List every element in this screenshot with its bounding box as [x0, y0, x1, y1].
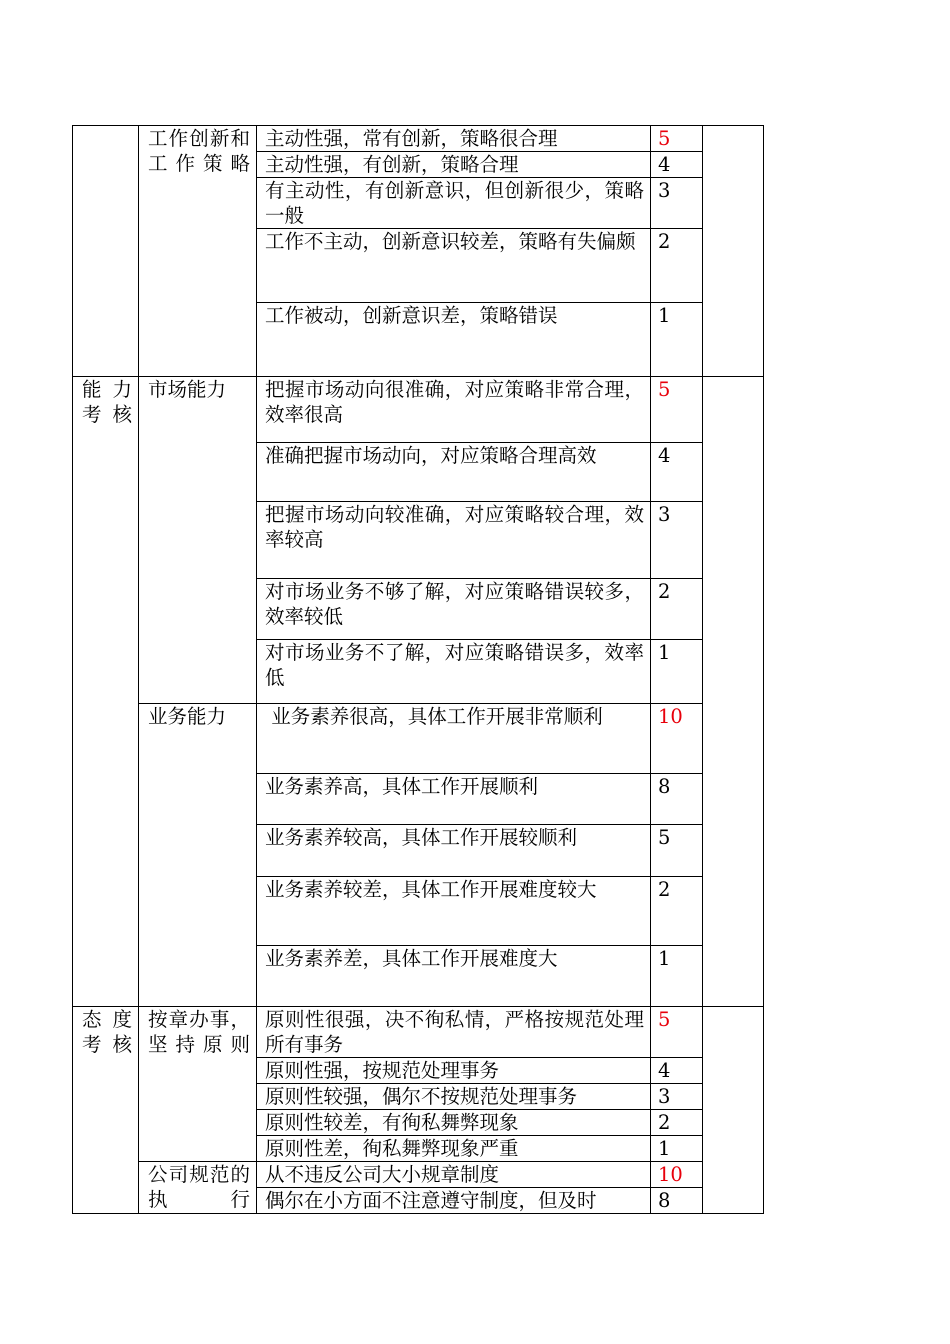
- criteria-cell: 原则性强，按规范处理事务: [257, 1058, 651, 1084]
- subcategory-cell: 市场能力: [139, 377, 257, 704]
- criteria-cell: 工作被动，创新意识差，策略错误: [257, 303, 651, 377]
- score-cell: 2: [651, 229, 703, 303]
- criteria-cell: 业务素养很高，具体工作开展非常顺利: [257, 704, 651, 774]
- blank-cell: [703, 377, 764, 1007]
- score-cell: 1: [651, 640, 703, 704]
- subcategory-cell: 公司规范的执行: [139, 1162, 257, 1214]
- blank-cell: [703, 126, 764, 377]
- table-row: [73, 1007, 764, 1058]
- criteria-cell: 工作不主动，创新意识较差，策略有失偏颇: [257, 229, 651, 303]
- score-cell: 3: [651, 502, 703, 579]
- criteria-cell: 对市场业务不了解，对应策略错误多，效率低: [257, 640, 651, 704]
- criteria-cell: 业务素养差，具体工作开展难度大: [257, 946, 651, 1007]
- criteria-cell: 主动性强，有创新，策略合理: [257, 152, 651, 178]
- criteria-cell: 准确把握市场动向，对应策略合理高效: [257, 443, 651, 502]
- criteria-cell: 有主动性，有创新意识，但创新很少，策略一般: [257, 178, 651, 229]
- criteria-cell: 业务素养较高，具体工作开展较顺利: [257, 825, 651, 877]
- subcategory-cell: 按章办事，坚持原则: [139, 1007, 257, 1162]
- score-cell: 5: [651, 377, 703, 443]
- score-cell: 5: [651, 126, 703, 152]
- score-cell: 1: [651, 1136, 703, 1162]
- criteria-cell: 原则性较差，有徇私舞弊现象: [257, 1110, 651, 1136]
- criteria-cell: 偶尔在小方面不注意遵守制度，但及时: [257, 1188, 651, 1214]
- criteria-cell: 原则性很强，决不徇私情，严格按规范处理所有事务: [257, 1007, 651, 1058]
- score-cell: 1: [651, 303, 703, 377]
- criteria-cell: 对市场业务不够了解，对应策略错误较多，效率较低: [257, 579, 651, 640]
- criteria-cell: 从不违反公司大小规章制度: [257, 1162, 651, 1188]
- score-cell: 4: [651, 1058, 703, 1084]
- category-cell: 能力考核: [73, 377, 139, 1007]
- score-cell: 4: [651, 152, 703, 178]
- criteria-cell: 把握市场动向较准确，对应策略较合理，效率较高: [257, 502, 651, 579]
- table-row: [73, 704, 764, 774]
- score-cell: 5: [651, 1007, 703, 1058]
- criteria-cell: 把握市场动向很准确，对应策略非常合理，效率很高: [257, 377, 651, 443]
- score-cell: 8: [651, 774, 703, 825]
- blank-cell: [703, 1007, 764, 1214]
- score-cell: 2: [651, 579, 703, 640]
- criteria-cell: 原则性较强，偶尔不按规范处理事务: [257, 1084, 651, 1110]
- criteria-cell: 主动性强，常有创新，策略很合理: [257, 126, 651, 152]
- score-cell: 2: [651, 877, 703, 946]
- score-cell: 10: [651, 704, 703, 774]
- score-cell: 4: [651, 443, 703, 502]
- score-cell: 3: [651, 178, 703, 229]
- table-row: [73, 1162, 764, 1188]
- criteria-cell: 业务素养高，具体工作开展顺利: [257, 774, 651, 825]
- subcategory-cell: 业务能力: [139, 704, 257, 1007]
- table-row: [73, 126, 764, 152]
- criteria-cell: 原则性差，徇私舞弊现象严重: [257, 1136, 651, 1162]
- score-cell: 10: [651, 1162, 703, 1188]
- score-cell: 2: [651, 1110, 703, 1136]
- score-cell: 3: [651, 1084, 703, 1110]
- category-cell: 态度考核: [73, 1007, 139, 1214]
- score-cell: 5: [651, 825, 703, 877]
- score-cell: 8: [651, 1188, 703, 1214]
- criteria-cell: 业务素养较差，具体工作开展难度较大: [257, 877, 651, 946]
- subcategory-cell: 工作创新和工作策略: [139, 126, 257, 377]
- table-row: [73, 377, 764, 443]
- score-cell: 1: [651, 946, 703, 1007]
- category-cell: [73, 126, 139, 377]
- evaluation-table: [72, 125, 764, 1214]
